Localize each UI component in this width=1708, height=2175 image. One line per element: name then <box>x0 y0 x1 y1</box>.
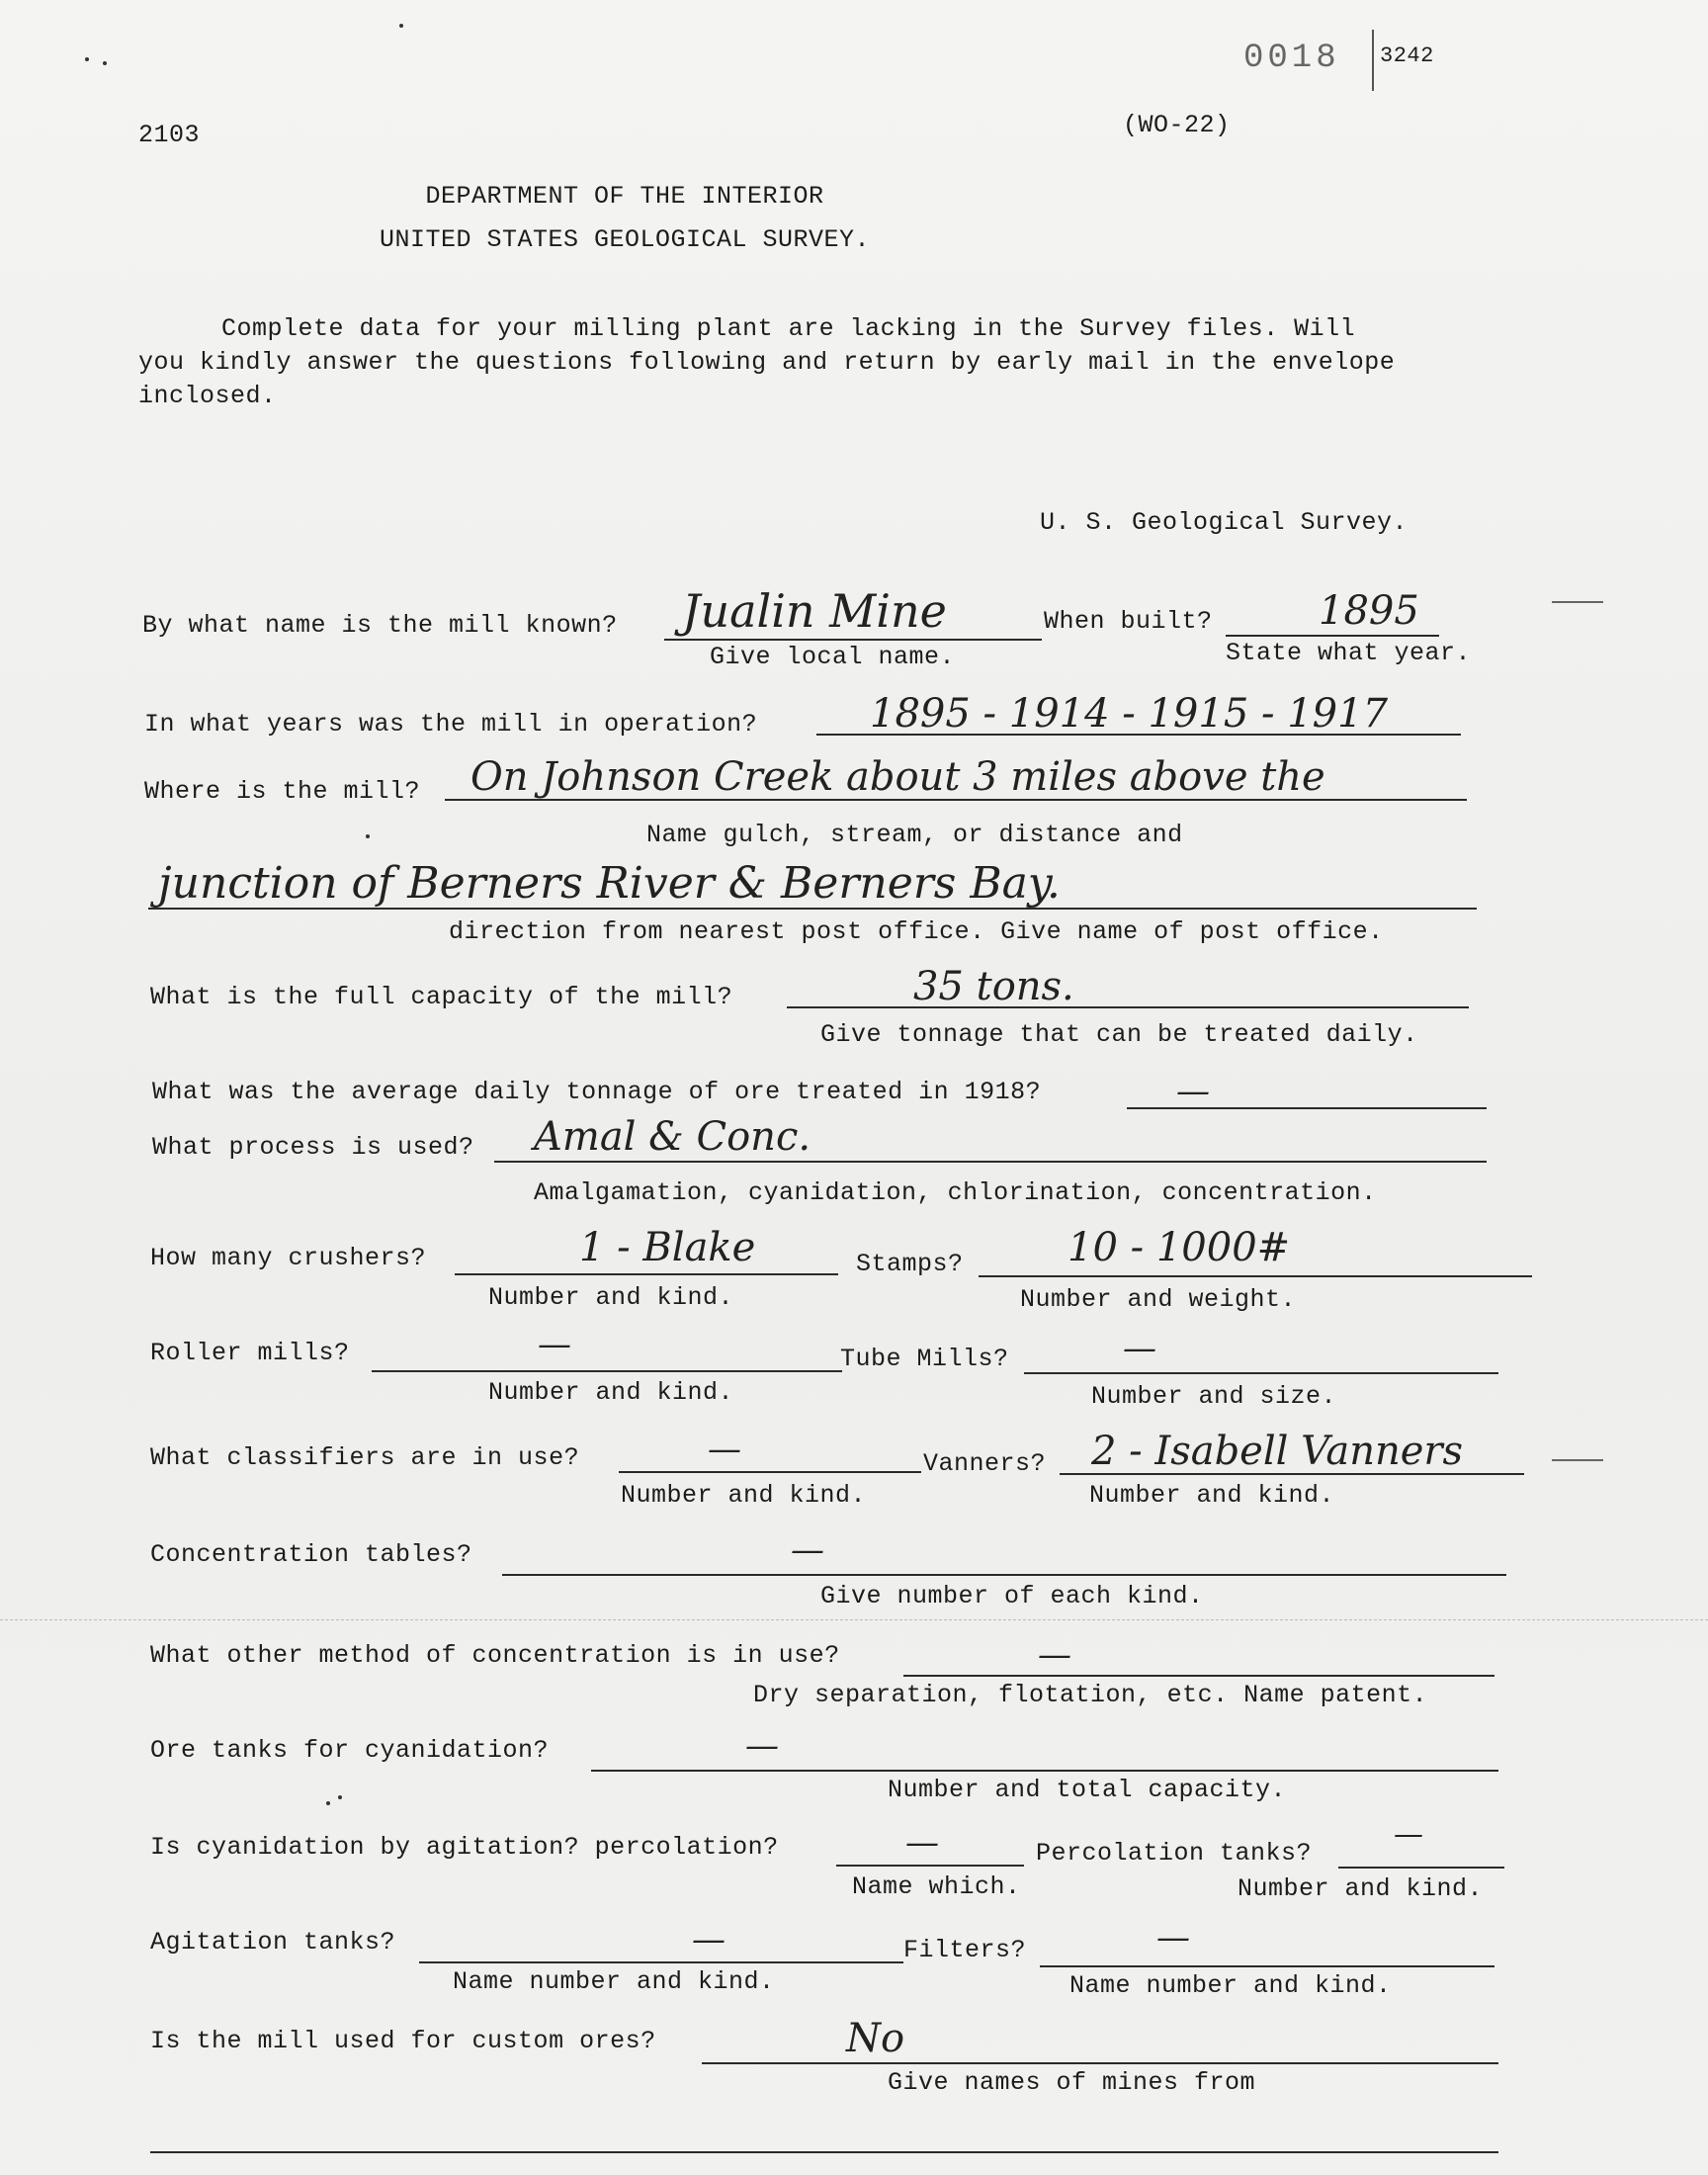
intro-line-1: Complete data for your milling plant are lacking in the Survey files. Will <box>221 314 1356 343</box>
intro-line-3: inclosed. <box>138 382 277 410</box>
where-value-2: junction of Berners River & Berners Bay. <box>158 858 1061 909</box>
vanners-value: 2 - Isabell Vanners <box>1091 1429 1464 1474</box>
tables-line <box>502 1574 1506 1576</box>
scan-speck <box>338 1795 342 1799</box>
tables-value: — <box>791 1530 824 1570</box>
custom-line <box>702 2062 1498 2064</box>
agitation-tanks-value: — <box>692 1920 726 1959</box>
agitation-question-hint: Name which. <box>852 1872 1021 1901</box>
process-line <box>494 1161 1487 1163</box>
stamps-label: Stamps? <box>856 1250 964 1278</box>
agitation-tanks-line <box>419 1961 903 1963</box>
when-built-hint: State what year. <box>1226 639 1472 667</box>
scan-speck <box>85 57 89 61</box>
where-hint-2: direction from nearest post office. Give name of post office. <box>449 917 1384 946</box>
where-hint: Name gulch, stream, or distance and <box>646 821 1183 849</box>
filters-line <box>1040 1965 1494 1967</box>
scan-speck <box>366 834 370 838</box>
average-value: — <box>1176 1072 1210 1111</box>
tube-line <box>1024 1372 1498 1374</box>
classifiers-line <box>619 1471 921 1473</box>
capacity-hint: Give tonnage that can be treated daily. <box>820 1020 1418 1049</box>
scan-speck <box>326 1801 330 1805</box>
process-label: What process is used? <box>152 1133 474 1162</box>
department-title: DEPARTMENT OF THE INTERIOR <box>425 182 824 211</box>
custom-line-2 <box>150 2151 1498 2153</box>
roller-value: — <box>538 1325 571 1364</box>
years-label: In what years was the mill in operation? <box>144 710 758 739</box>
percolation-hint: Number and kind. <box>1238 1874 1484 1903</box>
scan-speck <box>399 24 403 28</box>
agitation-question-label: Is cyanidation by agitation? percolation? <box>150 1833 779 1862</box>
agitation-question-value: — <box>905 1823 939 1863</box>
classifiers-label: What classifiers are in use? <box>150 1443 580 1472</box>
tube-label: Tube Mills? <box>840 1345 1009 1373</box>
capacity-value: 35 tons. <box>913 964 1074 1009</box>
ore-tanks-label: Ore tanks for cyanidation? <box>150 1736 550 1765</box>
tables-label: Concentration tables? <box>150 1540 472 1569</box>
ore-tanks-value: — <box>745 1726 779 1766</box>
process-value: Amal & Conc. <box>534 1114 811 1160</box>
tube-value: — <box>1123 1329 1156 1368</box>
scan-edge-mark <box>1552 601 1603 603</box>
vanners-hint: Number and kind. <box>1089 1481 1335 1510</box>
other-hint: Dry separation, flotation, etc. Name patent. <box>753 1681 1428 1709</box>
scan-speck <box>103 61 107 65</box>
intro-line-2: you kindly answer the questions following and return by early mail in the envelope <box>138 348 1396 377</box>
classifiers-hint: Number and kind. <box>621 1481 867 1510</box>
percolation-value: — <box>1394 1817 1423 1852</box>
mill-name-line <box>664 639 1042 641</box>
percolation-label: Percolation tanks? <box>1036 1839 1313 1868</box>
filters-value: — <box>1156 1918 1190 1958</box>
stamps-line <box>979 1275 1532 1277</box>
survey-title: UNITED STATES GEOLOGICAL SURVEY. <box>379 225 871 254</box>
when-built-label: When built? <box>1044 607 1213 636</box>
other-value: — <box>1038 1635 1071 1675</box>
years-value: 1895 - 1914 - 1915 - 1917 <box>870 691 1389 737</box>
stamp-number: 0018 <box>1243 40 1340 77</box>
stamp-suffix: 3242 <box>1380 44 1434 68</box>
process-hint: Amalgamation, cyanidation, chlorination, concentration. <box>534 1178 1377 1207</box>
when-built-value: 1895 <box>1319 588 1419 634</box>
when-built-line <box>1226 635 1439 637</box>
form-code: (WO-22) <box>1123 111 1231 139</box>
capacity-line <box>787 1006 1469 1008</box>
other-label: What other method of concentration is in use? <box>150 1641 840 1670</box>
roller-label: Roller mills? <box>150 1339 350 1367</box>
roller-line <box>372 1370 842 1372</box>
tube-hint: Number and size. <box>1091 1382 1337 1411</box>
agitation-question-line <box>836 1865 1024 1867</box>
roller-hint: Number and kind. <box>488 1378 734 1407</box>
custom-value: No <box>846 2016 905 2061</box>
stamps-value: 10 - 1000# <box>1068 1225 1291 1270</box>
average-label: What was the average daily tonnage of ore treated in 1918? <box>152 1078 1042 1106</box>
fold-crease <box>0 1619 1708 1620</box>
mill-name-hint: Give local name. <box>710 643 956 671</box>
signature: U. S. Geological Survey. <box>1040 508 1409 537</box>
crushers-value: 1 - Blake <box>579 1225 756 1270</box>
custom-hint: Give names of mines from <box>888 2068 1256 2097</box>
mill-name-value: Jualin Mine <box>682 584 947 638</box>
crushers-label: How many crushers? <box>150 1244 427 1272</box>
filters-hint: Name number and kind. <box>1069 1971 1392 2000</box>
ore-tanks-line <box>591 1770 1498 1772</box>
where-value: On Johnson Creek about 3 miles above the <box>470 754 1325 800</box>
capacity-label: What is the full capacity of the mill? <box>150 983 733 1011</box>
ore-tanks-hint: Number and total capacity. <box>888 1776 1287 1804</box>
filters-label: Filters? <box>903 1936 1027 1964</box>
scan-edge-mark <box>1552 1459 1603 1461</box>
stamp-divider <box>1372 30 1374 91</box>
vanners-label: Vanners? <box>923 1449 1047 1478</box>
classifiers-value: — <box>708 1430 741 1469</box>
agitation-tanks-hint: Name number and kind. <box>453 1967 775 1996</box>
agitation-tanks-label: Agitation tanks? <box>150 1928 396 1957</box>
crushers-hint: Number and kind. <box>488 1283 734 1312</box>
where-label: Where is the mill? <box>144 777 421 806</box>
form-number: 2103 <box>138 121 201 149</box>
stamps-hint: Number and weight. <box>1020 1285 1297 1314</box>
crushers-line <box>455 1273 838 1275</box>
tables-hint: Give number of each kind. <box>820 1582 1204 1610</box>
percolation-line <box>1338 1867 1504 1869</box>
mill-name-label: By what name is the mill known? <box>142 611 618 640</box>
custom-label: Is the mill used for custom ores? <box>150 2027 656 2055</box>
other-line <box>903 1675 1494 1677</box>
